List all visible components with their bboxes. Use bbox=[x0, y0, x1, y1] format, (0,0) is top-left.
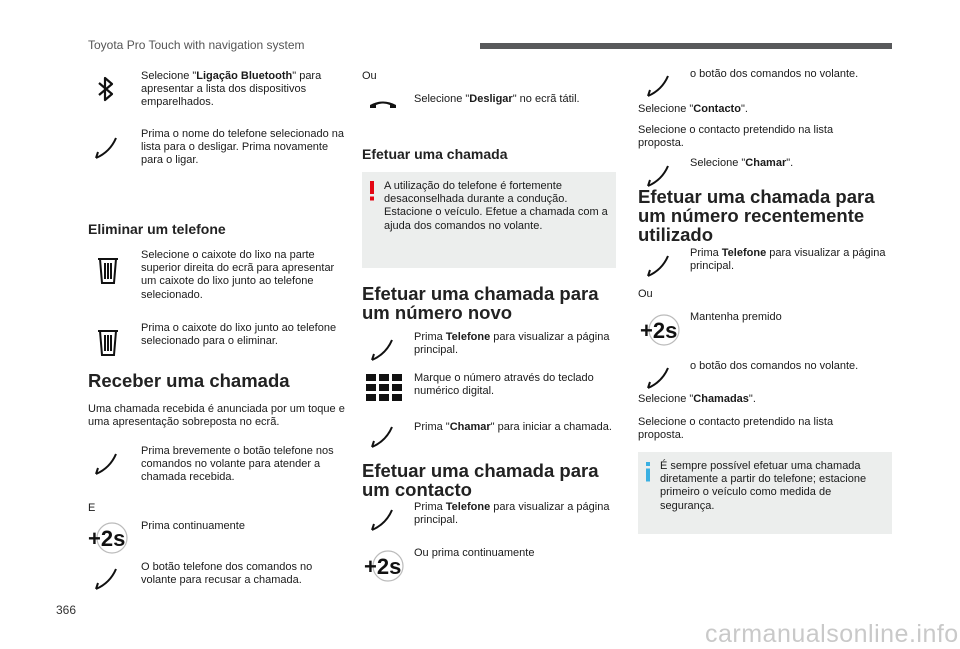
step-trash-delete: Prima o caixote do lixo junto ao telefone selecionado para o eliminar. bbox=[141, 322, 337, 348]
label-ou-recente: Ou bbox=[638, 288, 653, 300]
svg-text:+2s: +2s bbox=[640, 318, 678, 343]
step-answer: Prima brevemente o botão telefone nos comandos no volante para atender a chamada recebida. bbox=[141, 445, 334, 484]
heading-eliminar: Eliminar um telefone bbox=[88, 221, 226, 237]
hangup-icon bbox=[368, 96, 398, 110]
trash-icon bbox=[94, 253, 122, 285]
warning-icon bbox=[368, 181, 376, 201]
step-bluetooth: Selecione "Ligação Bluetooth" para apresentar a lista dos dispositivos emparelhados. bbox=[141, 70, 322, 109]
touch-icon bbox=[640, 70, 676, 100]
touch-icon bbox=[364, 504, 400, 534]
step-select-pretendido: Selecione o contacto pretendido na lista proposta. bbox=[638, 124, 834, 150]
touch-icon bbox=[88, 132, 124, 162]
label-e: E bbox=[88, 502, 96, 514]
hold-2s-icon bbox=[362, 548, 404, 584]
touch-icon bbox=[88, 448, 124, 478]
header-title: Toyota Pro Touch with navigation system bbox=[88, 38, 305, 52]
warning-box bbox=[362, 172, 616, 268]
step-hold-contacto: Ou prima continuamente bbox=[414, 547, 535, 559]
heading-efetuar: Efetuar uma chamada bbox=[362, 146, 508, 162]
svg-text:+2s: +2s bbox=[88, 526, 126, 551]
step-telefone: Prima Telefone para visualizar a página principal. bbox=[414, 331, 610, 357]
touch-icon bbox=[640, 362, 676, 392]
step-decline: O botão telefone dos comandos no volante para recusar a chamada. bbox=[141, 561, 313, 587]
keypad-icon bbox=[366, 374, 402, 402]
heading-receber: Receber uma chamada bbox=[88, 370, 290, 391]
step-hold-recente: Mantenha premido bbox=[690, 311, 782, 323]
touch-icon bbox=[364, 334, 400, 364]
label-ou: Ou bbox=[362, 70, 377, 82]
heading-novo: Efetuar uma chamada para um número novo bbox=[362, 283, 599, 323]
step-select-contacto: Selecione "Contacto". bbox=[638, 103, 748, 115]
step-steering: o botão dos comandos no volante. bbox=[690, 68, 859, 80]
touch-icon bbox=[640, 250, 676, 280]
step-select-pretendido-2: Selecione o contacto pretendido na lista proposta. bbox=[638, 416, 834, 442]
svg-text:+2s: +2s bbox=[364, 554, 402, 579]
step-select-chamadas: Selecione "Chamadas". bbox=[638, 393, 756, 405]
page-number: 366 bbox=[56, 603, 77, 617]
step-select-chamar: Selecione "Chamar". bbox=[690, 157, 794, 169]
hold-2s-icon bbox=[86, 520, 128, 556]
header-bar bbox=[480, 43, 892, 49]
step-chamar: Prima "Chamar" para iniciar a chamada. bbox=[414, 421, 612, 433]
bluetooth-icon bbox=[88, 74, 124, 104]
step-desligar: Selecione "Desligar" no ecrã tátil. bbox=[414, 93, 580, 105]
info-text: É sempre possível efetuar uma chamada diretamente a partir do telefone; estacione primeiro o veículo como medida de segurança. bbox=[660, 460, 867, 512]
receber-intro: Uma chamada recebida é anunciada por um toque e uma apresentação sobreposta no ecrã. bbox=[88, 403, 345, 429]
touch-icon bbox=[88, 563, 124, 593]
step-keypad: Marque o número através do teclado numérico digital. bbox=[414, 372, 594, 398]
trash-icon bbox=[94, 325, 122, 357]
info-icon bbox=[644, 462, 652, 482]
heading-contacto: Efetuar uma chamada para um contacto bbox=[362, 460, 599, 500]
touch-icon bbox=[364, 421, 400, 451]
step-telefone-contacto: Prima Telefone para visualizar a página principal. bbox=[414, 501, 610, 527]
step-hold: Prima continuamente bbox=[141, 520, 245, 532]
step-toggle-phone: Prima o nome do telefone selecionado na lista para o desligar. Prima novamente para o ligar. bbox=[141, 128, 345, 167]
heading-recente: Efetuar uma chamada para um número recentemente utilizado bbox=[638, 186, 875, 245]
watermark: carmanualsonline.info bbox=[705, 620, 959, 648]
step-trash-top: Selecione o caixote do lixo na parte superior direita do ecrã para apresentar um caixote do lixo junto ao telefone selecionado. bbox=[141, 249, 335, 301]
step-telefone-recente: Prima Telefone para visualizar a página principal. bbox=[690, 247, 886, 273]
warning-text: A utilização do telefone é fortemente desaconselhada durante a condução. Estacione o veículo. Efetue a chamada com a ajuda dos comandos no volante. bbox=[384, 180, 608, 232]
info-box bbox=[638, 452, 892, 534]
step-steering-recente: o botão dos comandos no volante. bbox=[690, 360, 859, 372]
hold-2s-icon bbox=[638, 312, 680, 348]
